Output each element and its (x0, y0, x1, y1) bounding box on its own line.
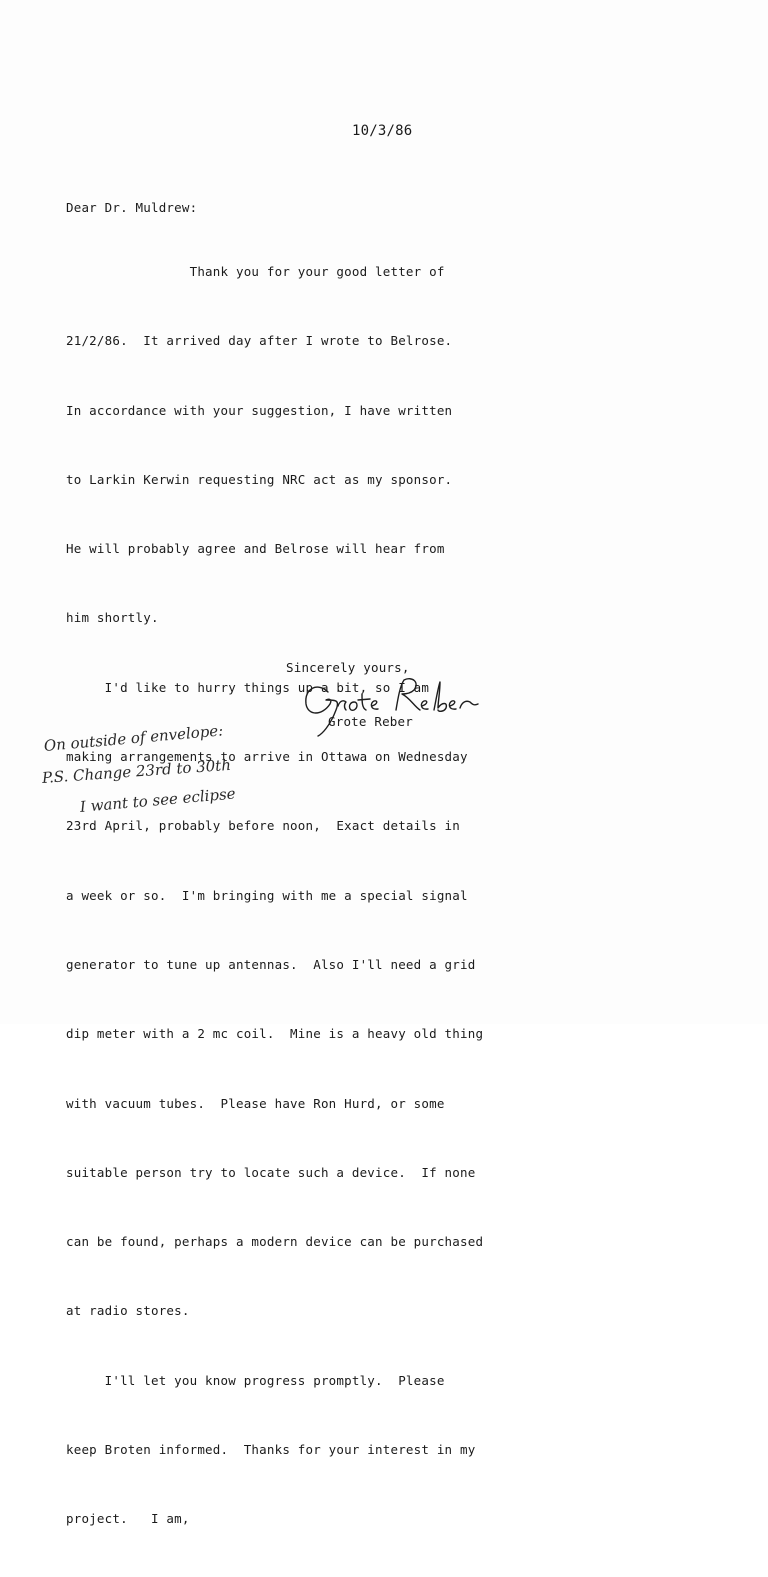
body-line: dip meter with a 2 mc coil. Mine is a heavy old thing (66, 1026, 484, 1042)
typed-name: Grote Reber (328, 714, 413, 729)
closing: Sincerely yours, (286, 660, 410, 675)
body-line: him shortly. (66, 610, 159, 626)
body-line: He will probably agree and Belrose will hear from (66, 541, 445, 557)
body-line: to Larkin Kerwin requesting NRC act as my sponsor. (66, 471, 453, 487)
body-line: 23rd April, probably before noon, Exact details in (66, 818, 461, 834)
handwritten-note-line: P.S. Change 23rd to 30th (41, 755, 232, 787)
body-line: I'd like to hurry things up a bit, so I am (66, 679, 430, 695)
body-line: can be found, perhaps a modern device can be purchased (66, 1234, 484, 1250)
handwritten-note-line: I want to see eclipse (79, 784, 237, 816)
body-line: with vacuum tubes. Please have Ron Hurd, or some (66, 1095, 445, 1111)
body-line: 21/2/86. It arrived day after I wrote to Belrose. (66, 333, 453, 349)
letter-body (66, 214, 483, 1577)
body-line: Thank you for your good letter of (66, 264, 445, 279)
body-line: making arrangements to arrive in Ottawa on Wednesday (66, 749, 468, 765)
handwritten-note-line: On outside of envelope: (43, 721, 224, 755)
body-line: generator to tune up antennas. Also I'll need a grid (66, 956, 476, 972)
salutation: Dear Dr. Muldrew: (66, 200, 198, 215)
body-line: project. I am, (66, 1511, 190, 1527)
body-line: a week or so. I'm bringing with me a special signal (66, 887, 468, 903)
body-line: I'll let you know progress promptly. Please (66, 1372, 445, 1388)
letter-date: 10/3/86 (352, 123, 413, 139)
body-line: In accordance with your suggestion, I have written (66, 402, 453, 418)
body-line: suitable person try to locate such a device. If none (66, 1164, 476, 1180)
body-line: keep Broten informed. Thanks for your interest in my (66, 1442, 476, 1458)
body-line: at radio stores. (66, 1303, 190, 1319)
